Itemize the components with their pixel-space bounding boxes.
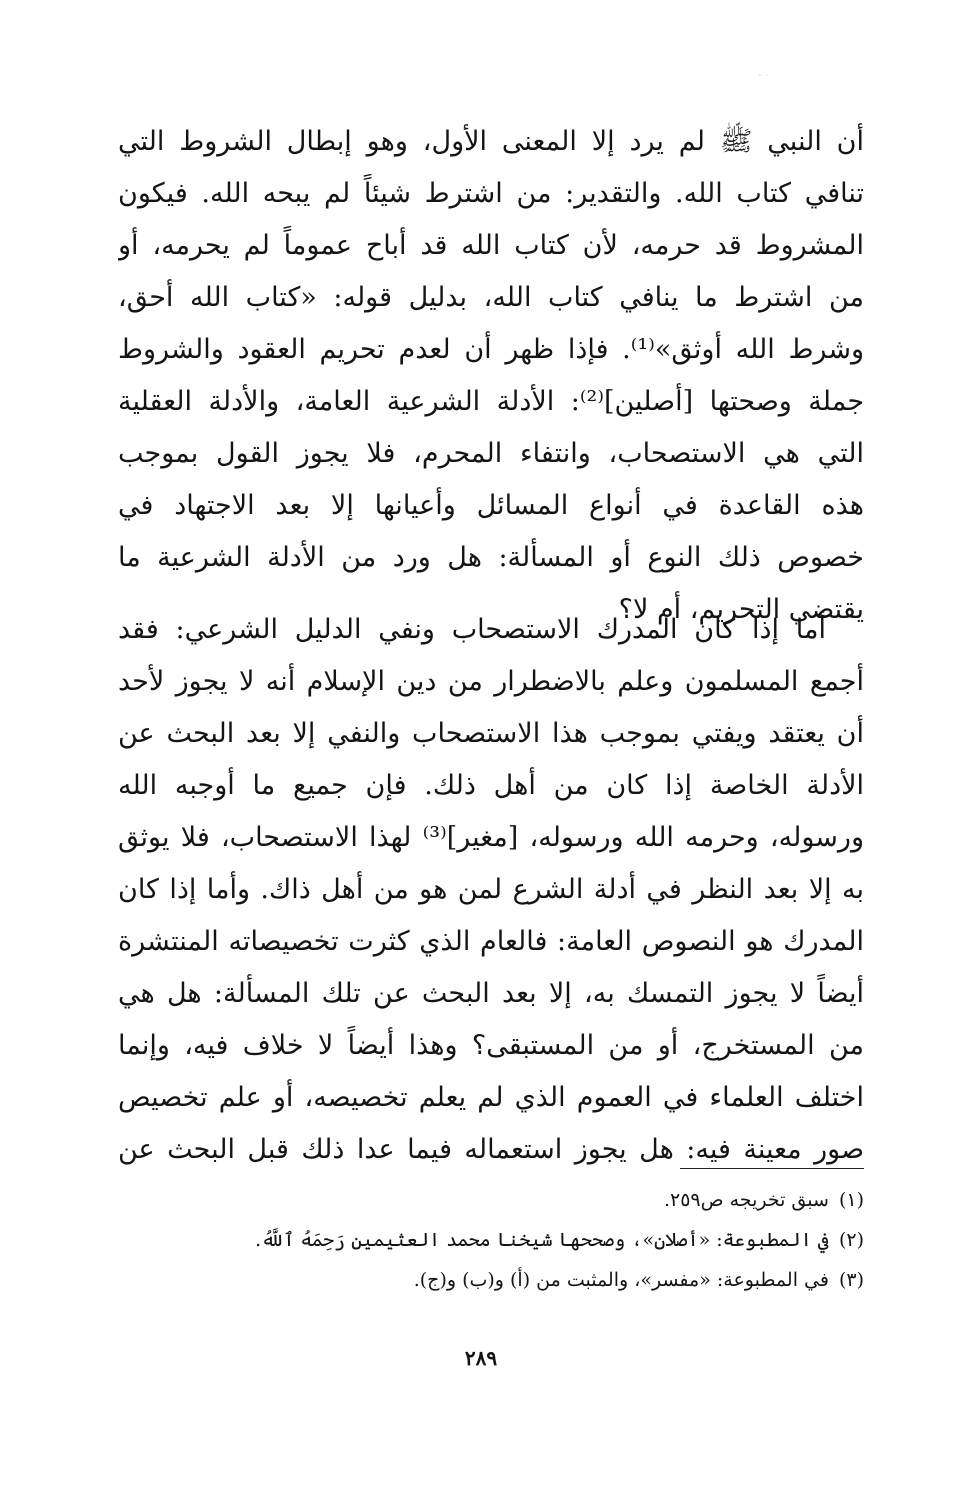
footnote-item <box>200 1260 864 1300</box>
paragraph-1-line: التي هي الاستصحاب، وانتفاء المحرم، فلا يجوز القول بموجب <box>118 438 864 469</box>
paragraph-1-line: من اشترط ما ينافي كتاب الله، بدليل قوله: «كتاب الله أحق، <box>118 282 864 313</box>
paragraph-1-line: خصوص ذلك النوع أو المسألة: هل ورد من الأدلة الشرعية ما <box>118 542 864 573</box>
paragraph-1-line: يقتضي التحريم، أم لا؟ <box>618 594 864 625</box>
paragraph-1-line: هذه القاعدة في أنواع المسائل وأعيانها إلا بعد الاجتهاد في <box>118 490 864 521</box>
paragraph-2-line: من المستخرج، أو من المستبقى؟ وهذا أيضاً لا خلاف فيه، وإنما <box>118 1030 864 1061</box>
footnote-number: (٢) <box>838 1229 864 1251</box>
paragraph-2-line: الأدلة الخاصة إذا كان من أهل ذلك. فإن جميع ما أوجبه الله <box>118 770 864 801</box>
footnote-separator <box>680 1168 864 1169</box>
footnote-text: سبق تخريجه ص٢٥٩. <box>663 1189 829 1211</box>
paragraph-2-line: المدرك هو النصوص العامة: فالعام الذي كثرت تخصيصاته المنتشرة <box>118 926 864 957</box>
footnote-text: في المطبوعة: «أصلان»، وصححها شيخنا محمد العثيمين رَحِمَهُ ٱللَّهُ. <box>255 1229 829 1251</box>
footnote-number: (١) <box>838 1189 864 1211</box>
footnote-item <box>200 1180 864 1220</box>
footnotes <box>200 1180 864 1300</box>
paragraph-1-line: أن النبي ﷺ لم يرد إلا المعنى الأول، وهو إبطال الشروط التي <box>118 126 864 157</box>
paragraph-2-line: أن يعتقد ويفتي بموجب هذا الاستصحاب والنفي إلا بعد البحث عن <box>118 718 864 749</box>
footnote-number: (٣) <box>838 1269 864 1291</box>
paragraph-2-line: ورسوله، وحرمه الله ورسوله، [مغير]⁽³⁾ لهذا الاستصحاب، فلا يوثق <box>118 822 864 853</box>
paragraph-1-line: جملة وصحتها [أصلين]⁽²⁾: الأدلة الشرعية العامة، والأدلة العقلية <box>118 386 864 417</box>
paragraph-1 <box>118 116 864 636</box>
paragraph-2-line: صور معينة فيه: هل يجوز استعماله فيما عدا ذلك قبل البحث عن <box>118 1134 864 1165</box>
paragraph-2-line: أجمع المسلمون وعلم بالاضطرار من دين الإسلام أنه لا يجوز لأحد <box>118 666 864 697</box>
paragraph-2-line: أيضاً لا يجوز التمسك به، إلا بعد البحث عن تلك المسألة: هل هي <box>118 978 864 1009</box>
footnote-text: في المطبوعة: «مفسر»، والمثبت من (أ) و(ب) و(ج). <box>413 1269 829 1291</box>
paragraph-2 <box>118 604 864 1176</box>
page-number: ٢٨٩ <box>464 1346 498 1370</box>
paragraph-2-line: به إلا بعد النظر في أدلة الشرع لمن هو من أهل ذاك. وأما إذا كان <box>118 874 864 905</box>
footnote-item <box>200 1220 864 1260</box>
paragraph-2-line: أما إذا كان المدرك الاستصحاب ونفي الدليل الشرعي: فقد <box>118 614 826 645</box>
paragraph-2-line: اختلف العلماء في العموم الذي لم يعلم تخصيصه، أو علم تخصيص <box>118 1082 864 1113</box>
paragraph-1-line: المشروط قد حرمه، لأن كتاب الله قد أباح عموماً لم يحرمه، أو <box>118 230 864 261</box>
paragraph-1-line: تنافي كتاب الله. والتقدير: من اشترط شيئاً لم يبحه الله. فيكون <box>118 178 864 209</box>
paragraph-1-line: وشرط الله أوثق»⁽¹⁾. فإذا ظهر أن لعدم تحريم العقود والشروط <box>118 334 864 365</box>
scan-speck-mark: ·· · <box>758 71 769 80</box>
